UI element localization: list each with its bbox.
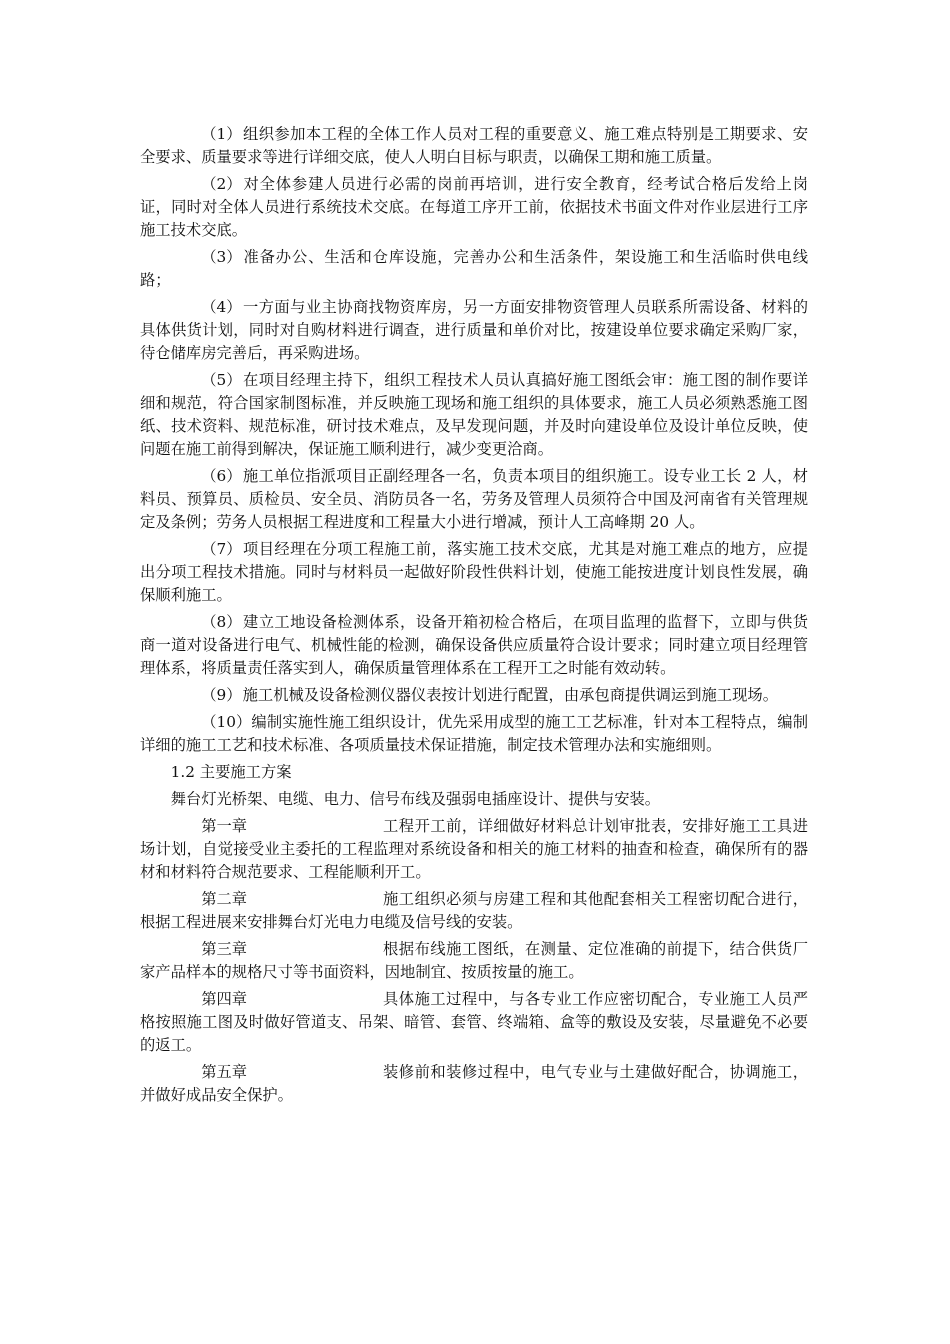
item-number: （3）: [201, 248, 242, 266]
list-item: [140, 711, 808, 761]
chapter-label: 第三章: [201, 940, 248, 958]
chapter-text: 施工组织必须与房建工程和其他配套相关工程密切配合进行，根据工程进展来安排舞台灯光电力电缆及信号线的安装。: [140, 890, 808, 931]
item-number: （2）: [201, 175, 242, 193]
list-item: [140, 369, 808, 465]
document-page: [140, 123, 808, 1111]
item-number: （6）: [201, 467, 242, 485]
section-title: 1.2 主要施工方案: [170, 763, 292, 781]
item-text: 编制实施性施工组织设计，优先采用成型的施工工艺标准，针对本工程特点，编制详细的施工工艺和技术标准、各项质量技术保证措施，制定技术管理办法和实施细则。: [140, 713, 808, 754]
item-number: （5）: [201, 371, 242, 389]
item-number: （4）: [201, 298, 242, 316]
item-text: 在项目经理主持下，组织工程技术人员认真搞好施工图纸会审：施工图的制作要详细和规范，符合国家制图标准，并反映施工现场和施工组织的具体要求，施工人员必须熟悉施工图纸、技术资料、规范标准，研讨技术难点，及早发现问题，并及时向建设单位及设计单位反映，使问题在施工前得到解决，保证施工顺利进行，减少变更洽商。: [140, 371, 808, 458]
chapter-label: 第四章: [201, 990, 248, 1008]
list-item: [140, 296, 808, 369]
list-item: [140, 538, 808, 611]
chapter-text: 具体施工过程中，与各专业工作应密切配合，专业施工人员严格按照施工图及时做好管道支、吊架、暗管、套管、终端箱、盒等的敷设及安装，尽量避免不必要的返工。: [140, 990, 808, 1054]
list-item: [140, 611, 808, 684]
chapter-paragraph: [140, 1061, 808, 1111]
list-item: [140, 123, 808, 173]
chapter-label: 第一章: [201, 817, 248, 835]
item-number: （1）: [201, 125, 242, 143]
chapter-paragraph: [140, 815, 808, 888]
item-number: （7）: [201, 540, 242, 558]
item-text: 建立工地设备检测体系，设备开箱初检合格后，在项目监理的监督下，立即与供货商一道对设备进行电气、机械性能的检测，确保设备供应质量符合设计要求；同时建立项目经理管理体系，将质量责任落实到人，确保质量管理体系在工程开工之时能有效动转。: [140, 613, 808, 677]
item-text: 准备办公、生活和仓库设施，完善办公和生活条件，架设施工和生活临时供电线路；: [140, 248, 808, 289]
section-intro: 舞台灯光桥架、电缆、电力、信号布线及强弱电插座设计、提供与安装。: [170, 790, 661, 808]
chapter-label: 第五章: [201, 1063, 248, 1081]
item-text: 项目经理在分项工程施工前，落实施工技术交底，尤其是对施工难点的地方，应提出分项工程技术措施。同时与材料员一起做好阶段性供料计划，使施工能按进度计划良性发展，确保顺利施工。: [140, 540, 808, 604]
list-item: [140, 684, 808, 711]
chapter-label: 第二章: [201, 890, 248, 908]
list-item: [140, 173, 808, 246]
item-text: 施工单位指派项目正副经理各一名，负责本项目的组织施工。设专业工长 2 人，材料员、预算员、质检员、安全员、消防员各一名，劳务及管理人员须符合中国及河南省有关管理规定及条例；劳务人员根据工程进度和工程量大小进行增减，预计人工高峰期 20 人。: [140, 467, 808, 531]
chapter-paragraph: [140, 888, 808, 938]
chapter-paragraph: [140, 938, 808, 988]
item-number: （10）: [201, 713, 252, 731]
item-number: （9）: [201, 686, 242, 704]
list-item: [140, 465, 808, 538]
item-text: 一方面与业主协商找物资库房，另一方面安排物资管理人员联系所需设备、材料的具体供货计划，同时对自购材料进行调查，进行质量和单价对比，按建设单位要求确定采购厂家，待仓储库房完善后，再采购进场。: [140, 298, 808, 362]
chapter-paragraph: [140, 988, 808, 1061]
list-item: [140, 246, 808, 296]
chapter-text: 装修前和装修过程中，电气专业与土建做好配合，协调施工，并做好成品安全保护。: [140, 1063, 808, 1104]
item-number: （8）: [201, 613, 242, 631]
item-text: 组织参加本工程的全体工作人员对工程的重要意义、施工难点特别是工期要求、安全要求、质量要求等进行详细交底，使人人明白目标与职责，以确保工期和施工质量。: [140, 125, 808, 166]
chapter-text: 工程开工前，详细做好材料总计划审批表，安排好施工工具进场计划，自觉接受业主委托的工程监理对系统设备和相关的施工材料的抽查和检查，确保所有的器材和材料符合规范要求、工程能顺利开工。: [140, 817, 808, 881]
item-text: 施工机械及设备检测仪器仪表按计划进行配置，由承包商提供调运到施工现场。: [242, 686, 778, 704]
item-text: 对全体参建人员进行必需的岗前再培训，进行安全教育，经考试合格后发给上岗证，同时对全体人员进行系统技术交底。在每道工序开工前，依据技术书面文件对作业层进行工序施工技术交底。: [140, 175, 808, 239]
chapter-text: 根据布线施工图纸，在测量、定位准确的前提下，结合供货厂家产品样本的规格尺寸等书面资料，因地制宜、按质按量的施工。: [140, 940, 808, 981]
